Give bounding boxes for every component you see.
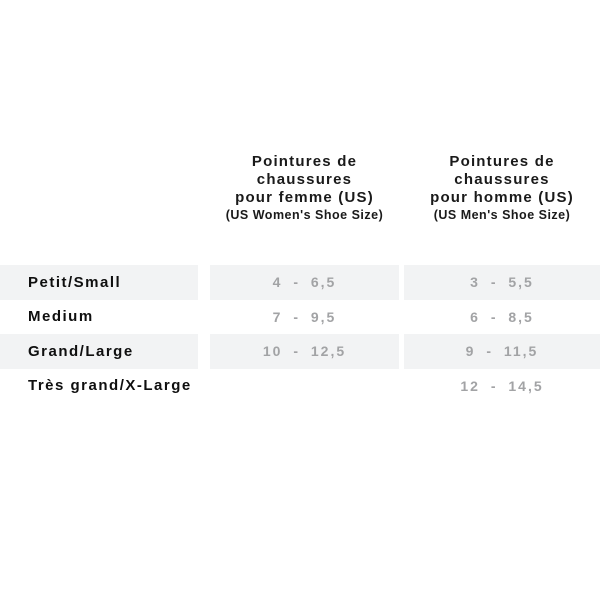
table-row	[0, 265, 600, 300]
column-title-line: Pointures de	[449, 153, 555, 170]
table-header-row	[0, 153, 600, 223]
column-header-mens	[404, 153, 600, 223]
row-label: Medium	[28, 308, 94, 326]
column-title-line: Pointures de	[251, 153, 358, 170]
header-label-spacer	[0, 153, 210, 223]
womens-size-value: 7 - 9,5	[272, 308, 337, 325]
table-row	[0, 369, 600, 404]
womens-size-value: 10 - 12,5	[210, 334, 399, 369]
column-header-womens	[210, 153, 399, 223]
row-label: Très grand/X-Large	[28, 377, 192, 395]
column-title-line: pour femme (US)	[235, 189, 374, 206]
mens-size-value: 6 - 8,5	[470, 308, 534, 325]
column-title-line: chaussures	[454, 171, 550, 188]
womens-size-value	[210, 369, 399, 404]
mens-size-value: 12 - 14,5	[460, 377, 544, 394]
mens-size-value: 3 - 5,5	[404, 265, 600, 300]
column-subtitle: (US Men's Shoe Size)	[433, 208, 571, 222]
column-title-line: pour homme (US)	[430, 189, 574, 206]
table-row	[0, 334, 600, 369]
womens-size-value: 4 - 6,5	[210, 265, 399, 300]
row-label: Petit/Small	[0, 265, 198, 300]
mens-size-value: 9 - 11,5	[404, 334, 600, 369]
column-subtitle: (US Women's Shoe Size)	[225, 208, 384, 222]
column-title-line: chaussures	[256, 171, 353, 188]
row-label: Grand/Large	[0, 334, 198, 369]
size-table-body	[0, 265, 600, 403]
table-row	[0, 300, 600, 335]
